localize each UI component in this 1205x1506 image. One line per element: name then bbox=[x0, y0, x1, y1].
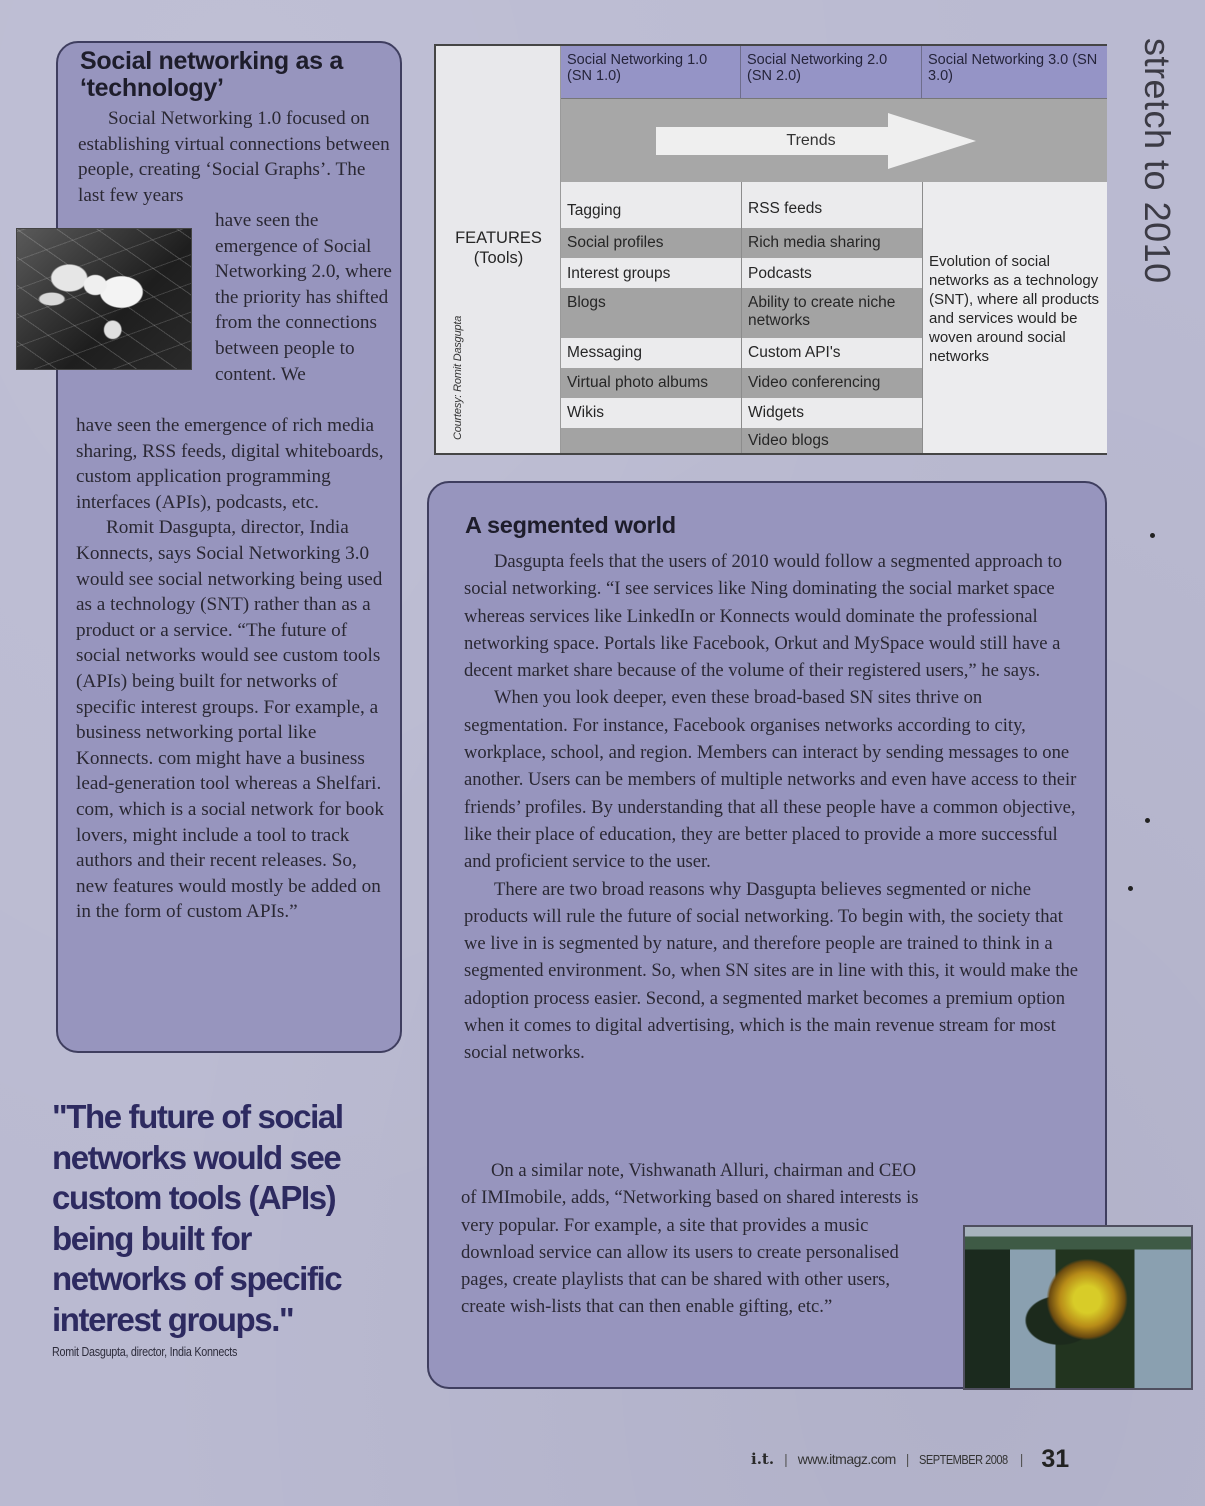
features-subheading: (Tools) bbox=[473, 249, 524, 267]
pull-quote: "The future of social networks would see custom tools (APIs) being built for networks of specific interest groups." bbox=[52, 1098, 343, 1338]
article-paragraph: There are two broad reasons why Dasgupta believes segmented or niche products will rule the future of social networking. To begin with, the society that we live in is segmented by nature, and therefore people are trained to think in a segmented environment. So, when SN sites are in line with this, it would make the adoption process easier. Second, a segmented market becomes a premium option when it comes to digital advertising, which is the main revenue stream for most social networks. bbox=[464, 878, 1079, 1064]
world-map-image bbox=[16, 228, 192, 370]
sidebar-paragraph-1-rest: have seen the emergence of rich media sharing, RSS feeds, digital whiteboards, custom application programming interfaces (APIs), podcasts, etc. bbox=[76, 415, 384, 513]
footer-url[interactable]: www.itmagz.com bbox=[797, 1451, 896, 1467]
sidebar-body bbox=[76, 413, 392, 925]
sn2-feature: Widgets bbox=[742, 398, 922, 428]
margin-mark bbox=[1128, 886, 1133, 891]
article-body bbox=[464, 548, 1079, 1067]
sn2-feature: Ability to create niche networks bbox=[742, 288, 922, 338]
footer-separator: | bbox=[1019, 1451, 1024, 1467]
footer-separator: | bbox=[905, 1451, 910, 1467]
sn2-feature: Video blogs bbox=[742, 428, 922, 453]
sn2-feature: Video conferencing bbox=[742, 368, 922, 398]
features-heading: FEATURES bbox=[455, 229, 542, 247]
sidebar-paragraph-2: Romit Dasgupta, director, India Konnects, says Social Networking 3.0 would see social networking being used as a technology (SNT) rather than as a product or a service. “The future of social networks would see custom tools (APIs) being built for networks of specific interest groups. For example, a business networking portal like Konnects. com might have a business lead-generation tool whereas a Shelfari. com, which is a social network for book lovers, might include a tool to track authors and their recent releases. So, new features would mostly be added on in the form of custom APIs.” bbox=[76, 517, 384, 923]
article-final-paragraph bbox=[461, 1157, 1011, 1321]
article-final-line-1: On a similar note, Vishwanath Alluri, chairman and CEO bbox=[491, 1160, 917, 1181]
sn2-feature: Custom API's bbox=[742, 338, 922, 368]
sn-evolution-table bbox=[434, 44, 1107, 455]
header-sn2: Social Networking 2.0 (SN 2.0) bbox=[741, 46, 922, 98]
article-final-rest: of IMImobile, adds, “Networking based on shared interests is very popular. For example, a site that provides a music download service can allow its users to create personalised pages, create playlists that can be shared with other users, create wish-lists that can then enable gifting, etc.” bbox=[461, 1187, 919, 1318]
sn1-features-column bbox=[561, 182, 741, 453]
footer-issue-date: SEPTEMBER 2008 bbox=[919, 1451, 1009, 1467]
trends-arrow-icon bbox=[656, 113, 976, 169]
sn2-feature: Rich media sharing bbox=[742, 228, 922, 258]
section-label: stretch to 2010 bbox=[1137, 38, 1178, 284]
sn2-feature: RSS feeds bbox=[742, 182, 922, 228]
pull-quote-attribution: Romit Dasgupta, director, India Konnects bbox=[52, 1345, 238, 1359]
sn3-description: Evolution of social networks as a technology (SNT), where all products and services would be woven around social networks bbox=[922, 182, 1107, 453]
magazine-logo: i.t. bbox=[751, 1450, 775, 1468]
features-label bbox=[436, 228, 561, 268]
page-number: 31 bbox=[1041, 1444, 1070, 1473]
golden-sphere-image bbox=[963, 1225, 1193, 1390]
sn1-feature: Wikis bbox=[561, 398, 741, 428]
article-paragraph: Dasgupta feels that the users of 2010 would follow a segmented approach to social networking. “I see services like Ning dominating the social market space whereas services like LinkedIn or Konnects would dominate the professional networking space. Portals like Facebook, Orkut and MySpace would still have a decent market share because of the volume of their registered users,” he says. bbox=[464, 551, 1062, 682]
footer-separator: | bbox=[784, 1451, 788, 1467]
sidebar-paragraph-1-wrap: have seen the emergence of Social Networking 2.0, where the priority has shifted from the connections between people to content. We bbox=[215, 210, 392, 385]
sn1-feature bbox=[561, 428, 741, 453]
sidebar-paragraph-1: Social Networking 1.0 focused on establishing virtual connections between people, creating ‘Social Graphs’. The last few years bbox=[78, 108, 390, 206]
header-sn1: Social Networking 1.0 (SN 1.0) bbox=[561, 46, 741, 98]
sn1-feature: Interest groups bbox=[561, 258, 741, 288]
sn1-feature: Social profiles bbox=[561, 228, 741, 258]
sn2-features-column bbox=[741, 182, 922, 453]
article-paragraph: When you look deeper, even these broad-based SN sites thrive on segmentation. For instance, Facebook organises networks according to city, workplace, school, and region. Members can interact by sending messages to one another. Users can be members of multiple networks and even have access to their friends’ profiles. By understanding that all these people have a common objective, like their place of education, they are better placed to provide a more successful and proficient service to the user. bbox=[464, 687, 1077, 873]
page-footer bbox=[751, 1444, 1069, 1474]
trends-band bbox=[561, 98, 1107, 182]
courtesy-credit: Courtesy: Romit Dasgupta bbox=[452, 315, 464, 440]
sn1-feature: Tagging bbox=[561, 182, 741, 228]
sidebar-title: Social networking as a ‘technology’ bbox=[80, 47, 343, 102]
article-title: A segmented world bbox=[465, 512, 676, 538]
sn1-feature: Virtual photo albums bbox=[561, 368, 741, 398]
margin-mark bbox=[1145, 818, 1150, 823]
header-sn3: Social Networking 3.0 (SN 3.0) bbox=[922, 46, 1107, 98]
sn1-feature: Blogs bbox=[561, 288, 741, 338]
trends-label: Trends bbox=[786, 132, 836, 149]
sn2-feature: Podcasts bbox=[742, 258, 922, 288]
sn1-feature: Messaging bbox=[561, 338, 741, 368]
margin-mark bbox=[1150, 533, 1155, 538]
